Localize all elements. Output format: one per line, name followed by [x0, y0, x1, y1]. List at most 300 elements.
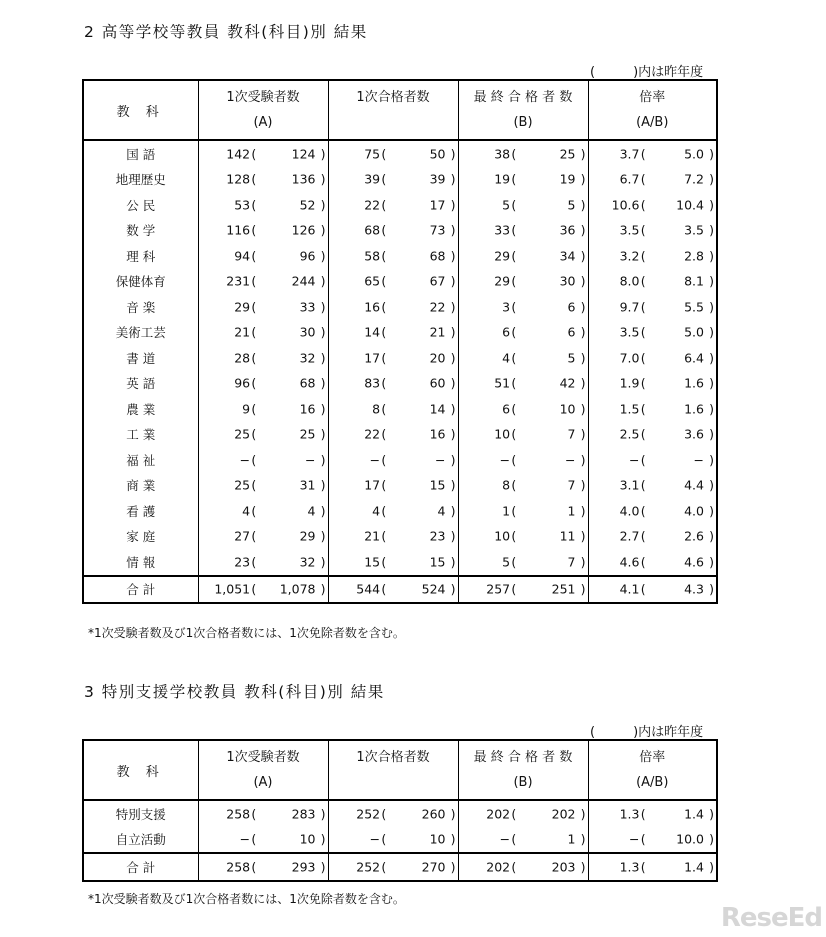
current-value: 8.0	[619, 273, 640, 289]
first-examinees-cell: 1,051 ( 1,078 )	[198, 576, 328, 604]
previous-year-value: 2.6	[684, 528, 704, 544]
first-passers-cell: 22 ( 16 )	[328, 422, 458, 448]
previous-year-value: 6	[567, 324, 576, 340]
table-header-row	[83, 740, 717, 800]
previous-year-value: 73	[429, 222, 446, 238]
current-value: 83	[364, 375, 381, 391]
previous-year-value: 4.0	[684, 503, 704, 519]
table-row	[83, 473, 717, 499]
table-header-row	[83, 80, 717, 140]
current-value: 29	[234, 299, 251, 315]
current-value: 25	[234, 477, 251, 493]
first-examinees-cell: 96 ( 68 )	[198, 371, 328, 397]
current-value: 65	[364, 273, 381, 289]
previous-year-value: 32	[299, 350, 316, 366]
ratio-cell: − ( − )	[588, 447, 717, 473]
previous-year-value: 203	[551, 859, 576, 875]
prev-note-open: (	[590, 65, 596, 80]
subject-cell: 英 語	[126, 376, 156, 392]
current-value: 22	[364, 197, 381, 213]
first-passers-cell: 58 ( 68 )	[328, 243, 458, 269]
current-value: 28	[234, 350, 251, 366]
first-examinees-cell: 4 ( 4 )	[198, 498, 328, 524]
previous-year-value: 7	[567, 426, 576, 442]
previous-year-value: 33	[299, 299, 316, 315]
current-value: 6	[502, 324, 511, 340]
current-value: 6.7	[619, 171, 640, 187]
previous-year-value: 1.4	[684, 859, 704, 875]
current-value: 1.3	[619, 859, 640, 875]
previous-year-value: 524	[421, 581, 446, 597]
current-value: 3.5	[619, 222, 640, 238]
final-passers-cell: 257 ( 251 )	[458, 576, 588, 604]
current-value: 2.5	[619, 426, 640, 442]
previous-year-value: −	[693, 452, 704, 468]
current-value: 19	[494, 171, 511, 187]
current-value: 9.7	[619, 299, 640, 315]
subject-cell: 情 報	[126, 554, 156, 570]
current-value: 142	[226, 146, 251, 162]
table-row	[83, 447, 717, 473]
current-value: 33	[494, 222, 511, 238]
previous-year-value: −	[435, 452, 446, 468]
table-row	[83, 192, 717, 218]
first-passers-cell: 15 ( 15 )	[328, 549, 458, 576]
previous-year-value: 283	[291, 806, 316, 822]
first-examinees-cell: 94 ( 96 )	[198, 243, 328, 269]
table-row	[83, 269, 717, 295]
previous-year-value: 68	[429, 248, 446, 264]
first-passers-cell: 65 ( 67 )	[328, 269, 458, 295]
first-examinees-cell: 25 ( 25 )	[198, 422, 328, 448]
first-passers-cell: 16 ( 22 )	[328, 294, 458, 320]
final-passers-cell: 1 ( 1 )	[458, 498, 588, 524]
previous-year-value: 4.4	[684, 477, 704, 493]
final-passers-cell: 19 ( 19 )	[458, 167, 588, 193]
ratio-cell: 3.5 ( 3.5 )	[588, 218, 717, 244]
final-passers-cell: 10 ( 7 )	[458, 422, 588, 448]
final-passers-cell: 29 ( 30 )	[458, 269, 588, 295]
subject-cell: 書 道	[126, 350, 156, 366]
previous-year-value: 1	[567, 831, 576, 847]
previous-year-value: 10.4	[676, 197, 704, 213]
previous-year-value: 136	[291, 171, 316, 187]
ratio-cell: 8.0 ( 8.1 )	[588, 269, 717, 295]
section-3-prev-year-note	[590, 721, 703, 740]
current-value: 9	[242, 401, 251, 417]
table-row	[83, 422, 717, 448]
previous-year-value: 30	[299, 324, 316, 340]
current-value: −	[499, 452, 511, 468]
table-row	[83, 498, 717, 524]
current-value: 58	[364, 248, 381, 264]
previous-year-value: 270	[421, 859, 446, 875]
previous-year-value: 6	[567, 299, 576, 315]
previous-year-value: 39	[429, 171, 446, 187]
ratio-cell: 1.5 ( 1.6 )	[588, 396, 717, 422]
current-value: 8	[372, 401, 381, 417]
current-value: 68	[364, 222, 381, 238]
current-value: 29	[494, 273, 511, 289]
subject-cell: 福 祉	[126, 452, 156, 468]
previous-year-value: 20	[429, 350, 446, 366]
subject-cell: 数 学	[126, 223, 156, 239]
subject-cell: 理 科	[126, 248, 156, 264]
previous-year-value: 25	[559, 146, 576, 162]
previous-year-value: 29	[299, 528, 316, 544]
current-value: 4.1	[619, 581, 640, 597]
subject-cell: 国 語	[83, 140, 198, 167]
current-value: 1.9	[619, 375, 640, 391]
table-row	[83, 320, 717, 346]
current-value: 10	[494, 426, 511, 442]
first-examinees-cell: 258 ( 283 )	[198, 800, 328, 827]
first-examinees-cell: 29 ( 33 )	[198, 294, 328, 320]
first-examinees-cell: − ( − )	[198, 447, 328, 473]
ratio-cell: 3.2 ( 2.8 )	[588, 243, 717, 269]
current-value: 257	[486, 581, 511, 597]
current-value: 21	[364, 528, 381, 544]
ratio-cell: 1.3 ( 1.4 )	[588, 800, 717, 827]
previous-year-value: 21	[429, 324, 446, 340]
final-passers-cell: 6 ( 6 )	[458, 320, 588, 346]
first-passers-cell: 252 ( 260 )	[328, 800, 458, 827]
ratio-cell: 2.7 ( 2.6 )	[588, 524, 717, 550]
first-examinees-cell: 142 ( 124 )	[198, 140, 328, 167]
resemom-logo: ReseEd	[720, 903, 822, 933]
previous-year-value: 67	[429, 273, 446, 289]
current-value: 96	[234, 375, 251, 391]
final-passers-cell: 4 ( 5 )	[458, 345, 588, 371]
header-first-examinees: 1次受験者数 (A)	[198, 80, 328, 140]
subject-cell: 合 計	[83, 576, 198, 604]
ratio-cell: 1.9 ( 1.6 )	[588, 371, 717, 397]
previous-year-value: 126	[291, 222, 316, 238]
current-value: 231	[226, 273, 251, 289]
current-value: 16	[364, 299, 381, 315]
final-passers-cell: 202 ( 202 )	[458, 800, 588, 827]
final-passers-cell: 8 ( 7 )	[458, 473, 588, 499]
table-row	[83, 345, 717, 371]
previous-year-value: 23	[429, 528, 446, 544]
prev-note-open: (	[590, 725, 596, 740]
table-row	[83, 800, 717, 827]
current-value: 23	[234, 554, 251, 570]
first-passers-cell: − ( − )	[328, 447, 458, 473]
previous-year-value: 96	[299, 248, 316, 264]
ratio-cell: 7.0 ( 6.4 )	[588, 345, 717, 371]
first-passers-cell: 39 ( 39 )	[328, 167, 458, 193]
ratio-cell: 3.7 ( 5.0 )	[588, 140, 717, 167]
first-examinees-cell: 128 ( 136 )	[198, 167, 328, 193]
previous-year-value: 25	[299, 426, 316, 442]
previous-year-value: −	[565, 452, 576, 468]
current-value: 252	[356, 806, 381, 822]
previous-year-value: 202	[551, 806, 576, 822]
current-value: 3.5	[619, 324, 640, 340]
previous-year-value: 60	[429, 375, 446, 391]
previous-year-value: 15	[429, 477, 446, 493]
current-value: 3.1	[619, 477, 640, 493]
previous-year-value: 34	[559, 248, 576, 264]
header-first-passers: 1次合格者数	[328, 740, 458, 800]
final-passers-cell: 29 ( 34 )	[458, 243, 588, 269]
current-value: 252	[356, 859, 381, 875]
previous-year-value: 50	[429, 146, 446, 162]
current-value: −	[369, 831, 381, 847]
previous-year-value: 4.6	[684, 554, 704, 570]
current-value: 116	[226, 222, 251, 238]
previous-year-value: 293	[291, 859, 316, 875]
current-value: 3.7	[619, 146, 640, 162]
previous-year-value: 52	[299, 197, 316, 213]
final-passers-cell: − ( 1 )	[458, 827, 588, 854]
previous-year-value: 260	[421, 806, 446, 822]
previous-year-value: 31	[299, 477, 316, 493]
final-passers-cell: 6 ( 10 )	[458, 396, 588, 422]
current-value: 53	[234, 197, 251, 213]
current-value: 22	[364, 426, 381, 442]
final-passers-cell: 3 ( 6 )	[458, 294, 588, 320]
table-row	[83, 396, 717, 422]
previous-year-value: 244	[291, 273, 316, 289]
subject-cell: 公 民	[126, 197, 156, 213]
first-passers-cell: 544 ( 524 )	[328, 576, 458, 604]
first-passers-cell: 75 ( 50 )	[328, 140, 458, 167]
previous-year-value: 7	[567, 554, 576, 570]
previous-year-value: 5.0	[684, 146, 704, 162]
final-passers-cell: − ( − )	[458, 447, 588, 473]
current-value: 14	[364, 324, 381, 340]
current-value: 1	[502, 503, 511, 519]
current-value: 4.0	[619, 503, 640, 519]
previous-year-value: 19	[559, 171, 576, 187]
current-value: −	[239, 831, 251, 847]
total-row	[83, 853, 717, 881]
section-3-footnote: *1次受験者数及び1次合格者数には、1次免除者数を含む。	[88, 892, 405, 906]
first-passers-cell: 21 ( 23 )	[328, 524, 458, 550]
subject-cell: 工 業	[126, 427, 156, 443]
section-2-footnote: *1次受験者数及び1次合格者数には、1次免除者数を含む。	[88, 626, 405, 640]
first-passers-cell: 68 ( 73 )	[328, 218, 458, 244]
previous-year-value: 15	[429, 554, 446, 570]
final-passers-cell: 5 ( 5 )	[458, 192, 588, 218]
previous-year-value: −	[305, 452, 316, 468]
previous-year-value: 17	[429, 197, 446, 213]
subject-cell: 家 庭	[126, 529, 156, 545]
subject-cell: 特別支援	[83, 800, 198, 827]
ratio-cell: 1.3 ( 1.4 )	[588, 853, 717, 881]
previous-year-value: 5	[567, 350, 576, 366]
prev-note-close: )内は昨年度	[633, 65, 704, 80]
ratio-cell: 3.1 ( 4.4 )	[588, 473, 717, 499]
current-value: 10.6	[611, 197, 640, 213]
table-row	[83, 549, 717, 576]
previous-year-value: 1,078	[279, 581, 316, 597]
current-value: 17	[364, 350, 381, 366]
ratio-cell: 9.7 ( 5.5 )	[588, 294, 717, 320]
current-value: 29	[494, 248, 511, 264]
previous-year-value: 5.0	[684, 324, 704, 340]
current-value: −	[629, 831, 640, 847]
current-value: 4	[242, 503, 251, 519]
current-value: 25	[234, 426, 251, 442]
first-examinees-cell: 231 ( 244 )	[198, 269, 328, 295]
previous-year-value: 3.6	[684, 426, 704, 442]
current-value: 3.2	[619, 248, 640, 264]
current-value: −	[369, 452, 381, 468]
current-value: 75	[364, 146, 381, 162]
header-subject: 教 科	[116, 764, 165, 780]
current-value: 1.5	[619, 401, 640, 417]
current-value: −	[499, 831, 511, 847]
previous-year-value: 1	[567, 503, 576, 519]
current-value: 2.7	[619, 528, 640, 544]
first-examinees-cell: 116 ( 126 )	[198, 218, 328, 244]
current-value: 258	[226, 859, 251, 875]
first-examinees-cell: − ( 10 )	[198, 827, 328, 854]
previous-year-value: 5	[567, 197, 576, 213]
table-row	[83, 524, 717, 550]
previous-year-value: 4	[437, 503, 446, 519]
previous-year-value: 251	[551, 581, 576, 597]
final-passers-cell: 33 ( 36 )	[458, 218, 588, 244]
ratio-cell: 4.1 ( 4.3 )	[588, 576, 717, 604]
current-value: 38	[494, 146, 511, 162]
ratio-cell: − ( 10.0 )	[588, 827, 717, 854]
previous-year-value: 6.4	[684, 350, 704, 366]
previous-year-value: 7.2	[684, 171, 704, 187]
ratio-cell: 3.5 ( 5.0 )	[588, 320, 717, 346]
previous-year-value: 8.1	[684, 273, 704, 289]
previous-year-value: 124	[291, 146, 316, 162]
ratio-cell: 4.6 ( 4.6 )	[588, 549, 717, 576]
subject-cell: 自立活動	[115, 832, 166, 848]
ratio-cell: 4.0 ( 4.0 )	[588, 498, 717, 524]
previous-year-value: 4	[307, 503, 316, 519]
section-2-title: 2 高等学校等教員 教科(科目)別 結果	[84, 23, 368, 41]
header-first-examinees: 1次受験者数 (A)	[198, 740, 328, 800]
subject-cell: 看 護	[126, 503, 156, 519]
subject-cell: 地理歴史	[115, 172, 166, 188]
previous-year-value: 68	[299, 375, 316, 391]
first-passers-cell: 4 ( 4 )	[328, 498, 458, 524]
table-row	[83, 140, 717, 167]
previous-year-value: 1.4	[684, 806, 704, 822]
subject-cell: 合 計	[83, 853, 198, 881]
current-value: 1,051	[214, 581, 251, 597]
header-first-passers: 1次合格者数	[328, 80, 458, 140]
section-3-table	[82, 739, 718, 882]
current-value: −	[239, 452, 251, 468]
header-final-passers: 最 終 合 格 者 数 (B)	[458, 740, 588, 800]
current-value: 8	[502, 477, 511, 493]
previous-year-value: 3.5	[684, 222, 704, 238]
table-row	[83, 294, 717, 320]
current-value: 5	[502, 554, 511, 570]
current-value: 10	[494, 528, 511, 544]
previous-year-value: 42	[559, 375, 576, 391]
current-value: 4	[502, 350, 511, 366]
first-examinees-cell: 9 ( 16 )	[198, 396, 328, 422]
current-value: 202	[486, 859, 511, 875]
table-row	[83, 167, 717, 193]
previous-year-value: 16	[299, 401, 316, 417]
current-value: 3	[502, 299, 511, 315]
previous-year-value: 10	[429, 831, 446, 847]
subject-cell: 農 業	[126, 401, 156, 417]
table-row	[83, 218, 717, 244]
previous-year-value: 11	[559, 528, 576, 544]
final-passers-cell: 51 ( 42 )	[458, 371, 588, 397]
section-3-title: 3 特別支援学校教員 教科(科目)別 結果	[84, 683, 385, 701]
first-passers-cell: 8 ( 14 )	[328, 396, 458, 422]
ratio-cell: 10.6 ( 10.4 )	[588, 192, 717, 218]
first-examinees-cell: 23 ( 32 )	[198, 549, 328, 576]
table-row	[83, 371, 717, 397]
header-subject: 教 科	[116, 104, 165, 120]
current-value: 27	[234, 528, 251, 544]
current-value: 6	[502, 401, 511, 417]
current-value: 128	[226, 171, 251, 187]
first-passers-cell: 252 ( 270 )	[328, 853, 458, 881]
first-examinees-cell: 21 ( 30 )	[198, 320, 328, 346]
previous-year-value: 4.3	[684, 581, 704, 597]
previous-year-value: 1.6	[684, 375, 704, 391]
subject-cell: 音 楽	[126, 299, 156, 315]
current-value: 4	[372, 503, 381, 519]
header-ratio: 倍率 (A/B)	[588, 80, 717, 140]
first-passers-cell: 17 ( 15 )	[328, 473, 458, 499]
current-value: 5	[502, 197, 511, 213]
first-examinees-cell: 53 ( 52 )	[198, 192, 328, 218]
previous-year-value: 5.5	[684, 299, 704, 315]
first-examinees-cell: 27 ( 29 )	[198, 524, 328, 550]
previous-year-value: 7	[567, 477, 576, 493]
first-passers-cell: 83 ( 60 )	[328, 371, 458, 397]
current-value: 4.6	[619, 554, 640, 570]
final-passers-cell: 5 ( 7 )	[458, 549, 588, 576]
previous-year-value: 30	[559, 273, 576, 289]
subject-cell: 保健体育	[115, 274, 166, 290]
section-2-table	[82, 79, 718, 604]
first-passers-cell: 14 ( 21 )	[328, 320, 458, 346]
previous-year-value: 2.8	[684, 248, 704, 264]
first-examinees-cell: 258 ( 293 )	[198, 853, 328, 881]
ratio-cell: 6.7 ( 7.2 )	[588, 167, 717, 193]
previous-year-value: 10.0	[676, 831, 704, 847]
total-row	[83, 576, 717, 604]
previous-year-value: 16	[429, 426, 446, 442]
section-2-prev-year-note	[590, 61, 703, 80]
previous-year-value: 14	[429, 401, 446, 417]
first-passers-cell: 22 ( 17 )	[328, 192, 458, 218]
previous-year-value: 22	[429, 299, 446, 315]
current-value: 15	[364, 554, 381, 570]
prev-note-close: )内は昨年度	[633, 725, 704, 740]
current-value: 258	[226, 806, 251, 822]
current-value: 94	[234, 248, 251, 264]
first-passers-cell: − ( 10 )	[328, 827, 458, 854]
current-value: 51	[494, 375, 511, 391]
current-value: 202	[486, 806, 511, 822]
first-examinees-cell: 28 ( 32 )	[198, 345, 328, 371]
final-passers-cell: 10 ( 11 )	[458, 524, 588, 550]
current-value: 21	[234, 324, 251, 340]
current-value: 1.3	[619, 806, 640, 822]
current-value: 7.0	[619, 350, 640, 366]
header-final-passers: 最 終 合 格 者 数 (B)	[458, 80, 588, 140]
